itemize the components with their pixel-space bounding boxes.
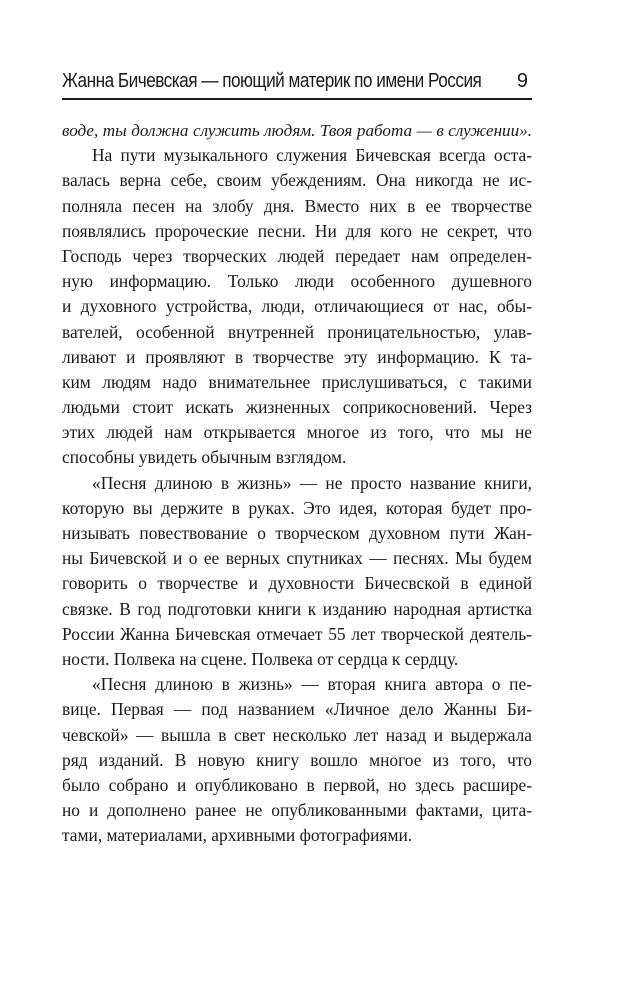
text-line: ности. Полвека на сцене. Полвека от сердца к сердцу. xyxy=(62,648,459,669)
text-line: ливают и проявляют в творчестве эту информацию. К та- xyxy=(62,346,532,367)
text-line: На пути музыкального служения Бичевская всегда оста- xyxy=(92,145,532,166)
text-line: было собрано и опубликовано в первой, но здесь расшире- xyxy=(62,774,532,795)
text-line: «Песня длиною в жизнь» — не просто название книги, xyxy=(92,472,532,493)
paragraph-4 xyxy=(62,672,532,848)
text-line: способны увидеть обычным взглядом. xyxy=(62,447,347,468)
text-line: связке. В год подготовки книги к изданию народная артистка xyxy=(62,598,532,619)
text-line: ряд изданий. В новую книгу вошло многое из того, что xyxy=(62,749,532,770)
text-line: России Жанна Бичевская отмечает 55 лет творческой деятель- xyxy=(62,623,532,644)
text-line: полняла песен на злобу дня. Вместо них в ее творчестве xyxy=(62,195,532,216)
page-number: 9 xyxy=(516,70,528,92)
running-title: Жанна Бичевская — поющий материк по имени Россия xyxy=(62,70,482,92)
text-line: ную информацию. Только люди особенного душевного xyxy=(62,271,532,292)
text-line: этих людей нам открывается многое из того, что мы не xyxy=(62,422,532,443)
text-line: ны Бичевской и о ее верных спутниках — песнях. Мы будем xyxy=(62,548,532,569)
text-line: но и дополнено ранее не опубликованными фактами, цита- xyxy=(62,800,532,821)
text-line: тами, материалами, архивными фотографиями. xyxy=(62,825,413,846)
text-line: чевской» — вышла в свет несколько лет назад и выдержала xyxy=(62,724,532,745)
text-line: воде, ты должна служить людям. Твоя работа — в служении». xyxy=(62,121,532,140)
text-line: вателей, особенной внутренней проницательностью, улав- xyxy=(62,321,532,342)
text-line: низывать повествование о творческом духовном пути Жан- xyxy=(62,523,532,543)
text-line: которую вы держите в руках. Это идея, которая будет про- xyxy=(62,497,532,518)
text-line: вице. Первая — под названием «Личное дело Жанны Би- xyxy=(62,699,532,720)
paragraph-2 xyxy=(62,143,532,470)
text-line: ким людям надо внимательнее прислушиваться, с такими xyxy=(62,371,532,392)
paragraph-1 xyxy=(62,118,532,143)
text-line: людьми стоит искать жизненных соприкосновений. Через xyxy=(62,397,532,418)
text-line: появлялись пророческие песни. Ни для кого не секрет, что xyxy=(62,220,532,241)
text-line: валась верна себе, своим убеждениям. Она никогда не ис- xyxy=(62,170,532,191)
text-body xyxy=(62,118,532,848)
paragraph-3 xyxy=(62,471,532,673)
text-line: и духовного устройства, люди, отличающиеся от нас, обы- xyxy=(62,296,532,317)
running-head xyxy=(62,70,532,100)
text-line: «Песня длиною в жизнь» — вторая книга автора о пе- xyxy=(92,674,532,695)
text-line: Господь через творческих людей передает нам определен- xyxy=(62,245,532,266)
text-line: говорить о творчестве и духовности Бичесвской в единой xyxy=(62,573,532,594)
